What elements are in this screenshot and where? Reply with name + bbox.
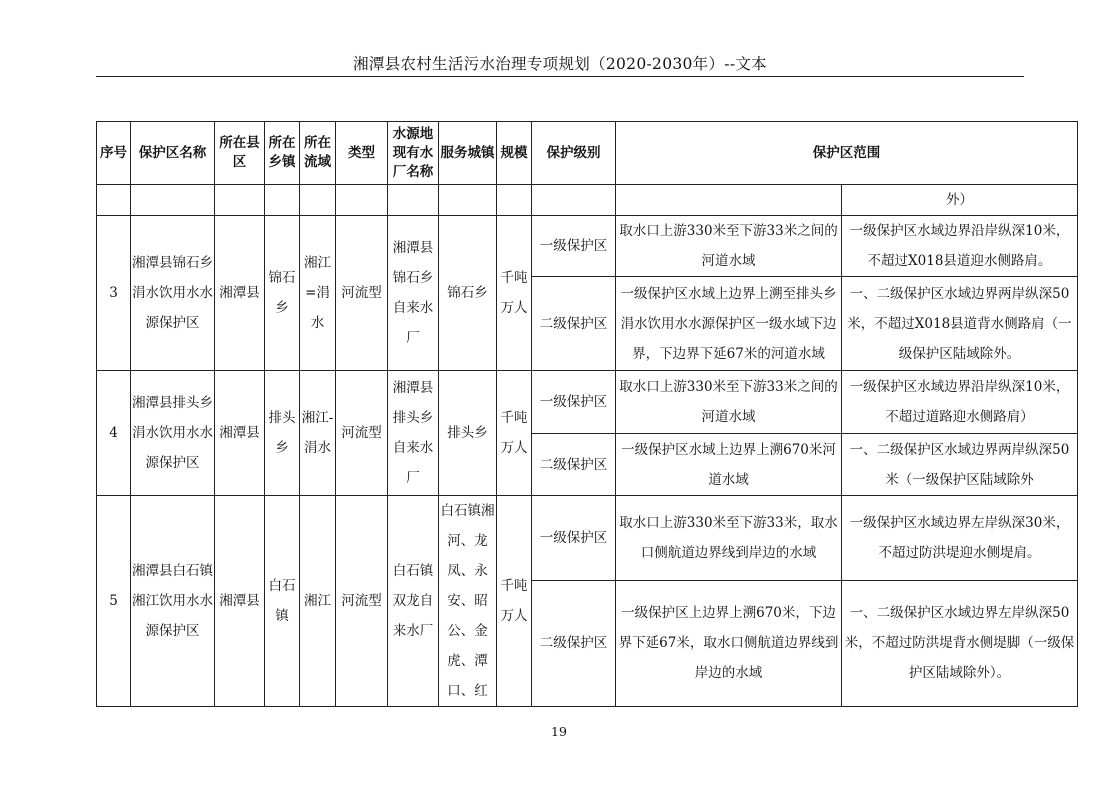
col-header-index: 序号 [97,122,131,185]
land-range: 一级保护区水域边界沿岸纵深10米，不超过X018县道迎水侧路肩。 [842,216,1078,277]
table-header-row [97,122,1078,185]
table-row [97,371,1078,434]
basin: 湘江=涓水 [300,216,336,371]
water-source-type: 河流型 [336,216,388,371]
land-range: 一、二级保护区水域边界两岸纵深50米（一级保护区陆域除外 [842,434,1078,496]
service-town: 白石镇湘河、龙凤、永安、昭公、金虎、潭口、红 [439,496,497,707]
water-range: 取水口上游330米至下游33米，取水口侧航道边界线到岸边的水域 [616,496,842,581]
town: 白石镇 [265,496,300,707]
water-source-type: 河流型 [336,371,388,496]
col-header-plant: 水源地现有水厂名称 [388,122,439,185]
col-header-town: 所在乡镇 [265,122,300,185]
land-range: 一级保护区水域边界左岸纵深30米，不超过防洪堤迎水侧堤肩。 [842,496,1078,581]
water-source-type: 河流型 [336,496,388,707]
scale: 千吨万人 [497,371,532,496]
protection-zone-table [96,121,1078,707]
land-range: 一级保护区水域边界沿岸纵深10米，不超过道路迎水侧路肩） [842,371,1078,434]
land-range: 一、二级保护区水域边界两岸纵深50米，不超过X018县道背水侧路肩（一级保护区陆域除外。 [842,277,1078,371]
county: 湘潭县 [215,371,265,496]
service-town: 锦石乡 [439,216,497,371]
water-range: 一级保护区水域上边界上溯670米河道水域 [616,434,842,496]
town: 排头乡 [265,371,300,496]
col-header-name: 保护区名称 [131,122,215,185]
col-header-basin: 所在流域 [300,122,336,185]
row-index: 3 [97,216,131,371]
plant-name: 湘潭县排头乡自来水厂 [388,371,439,496]
col-header-service-town: 服务城镇 [439,122,497,185]
page-number: 19 [551,724,567,739]
scale: 千吨万人 [497,216,532,371]
water-range: 取水口上游330米至下游33米之间的河道水域 [616,216,842,277]
carryover-row [97,185,1078,216]
county: 湘潭县 [215,216,265,371]
table-row [97,496,1078,581]
row-index: 4 [97,371,131,496]
zone-name: 湘潭县白石镇湘江饮用水水源保护区 [131,496,215,707]
protection-level: 二级保护区 [532,580,616,706]
carryover-text: 外） [842,185,1078,216]
service-town: 排头乡 [439,371,497,496]
scale: 千吨万人 [497,496,532,707]
row-index: 5 [97,496,131,707]
town: 锦石乡 [265,216,300,371]
water-range: 一级保护区水域上边界上溯至排头乡涓水饮用水水源保护区一级水域下边界，下边界下延67米的河道水域 [616,277,842,371]
basin: 湘江 [300,496,336,707]
protection-level: 一级保护区 [532,371,616,434]
col-header-county: 所在县区 [215,122,265,185]
protection-level: 二级保护区 [532,434,616,496]
col-header-level: 保护级别 [532,122,616,185]
zone-name: 湘潭县锦石乡涓水饮用水水源保护区 [131,216,215,371]
protection-level: 一级保护区 [532,496,616,581]
protection-level: 一级保护区 [532,216,616,277]
water-range: 一级保护区上边界上溯670米，下边界下延67米，取水口侧航道边界线到岸边的水域 [616,580,842,706]
county: 湘潭县 [215,496,265,707]
basin: 湘江-涓水 [300,371,336,496]
land-range: 一、二级保护区水域边界左岸纵深50米，不超过防洪堤背水侧堤脚（一级保护区陆域除外）。 [842,580,1078,706]
plant-name: 白石镇双龙自来水厂 [388,496,439,707]
plant-name: 湘潭县锦石乡自来水厂 [388,216,439,371]
col-header-range: 保护区范围 [616,122,1078,185]
col-header-type: 类型 [336,122,388,185]
water-range: 取水口上游330米至下游33米之间的河道水域 [616,371,842,434]
table-row [97,216,1078,277]
col-header-scale: 规模 [497,122,532,185]
protection-level: 二级保护区 [532,277,616,371]
zone-name: 湘潭县排头乡涓水饮用水水源保护区 [131,371,215,496]
document-header-title: 湘潭县农村生活污水治理专项规划（2020-2030年）--文本 [353,55,767,73]
header-rule [96,76,1024,77]
